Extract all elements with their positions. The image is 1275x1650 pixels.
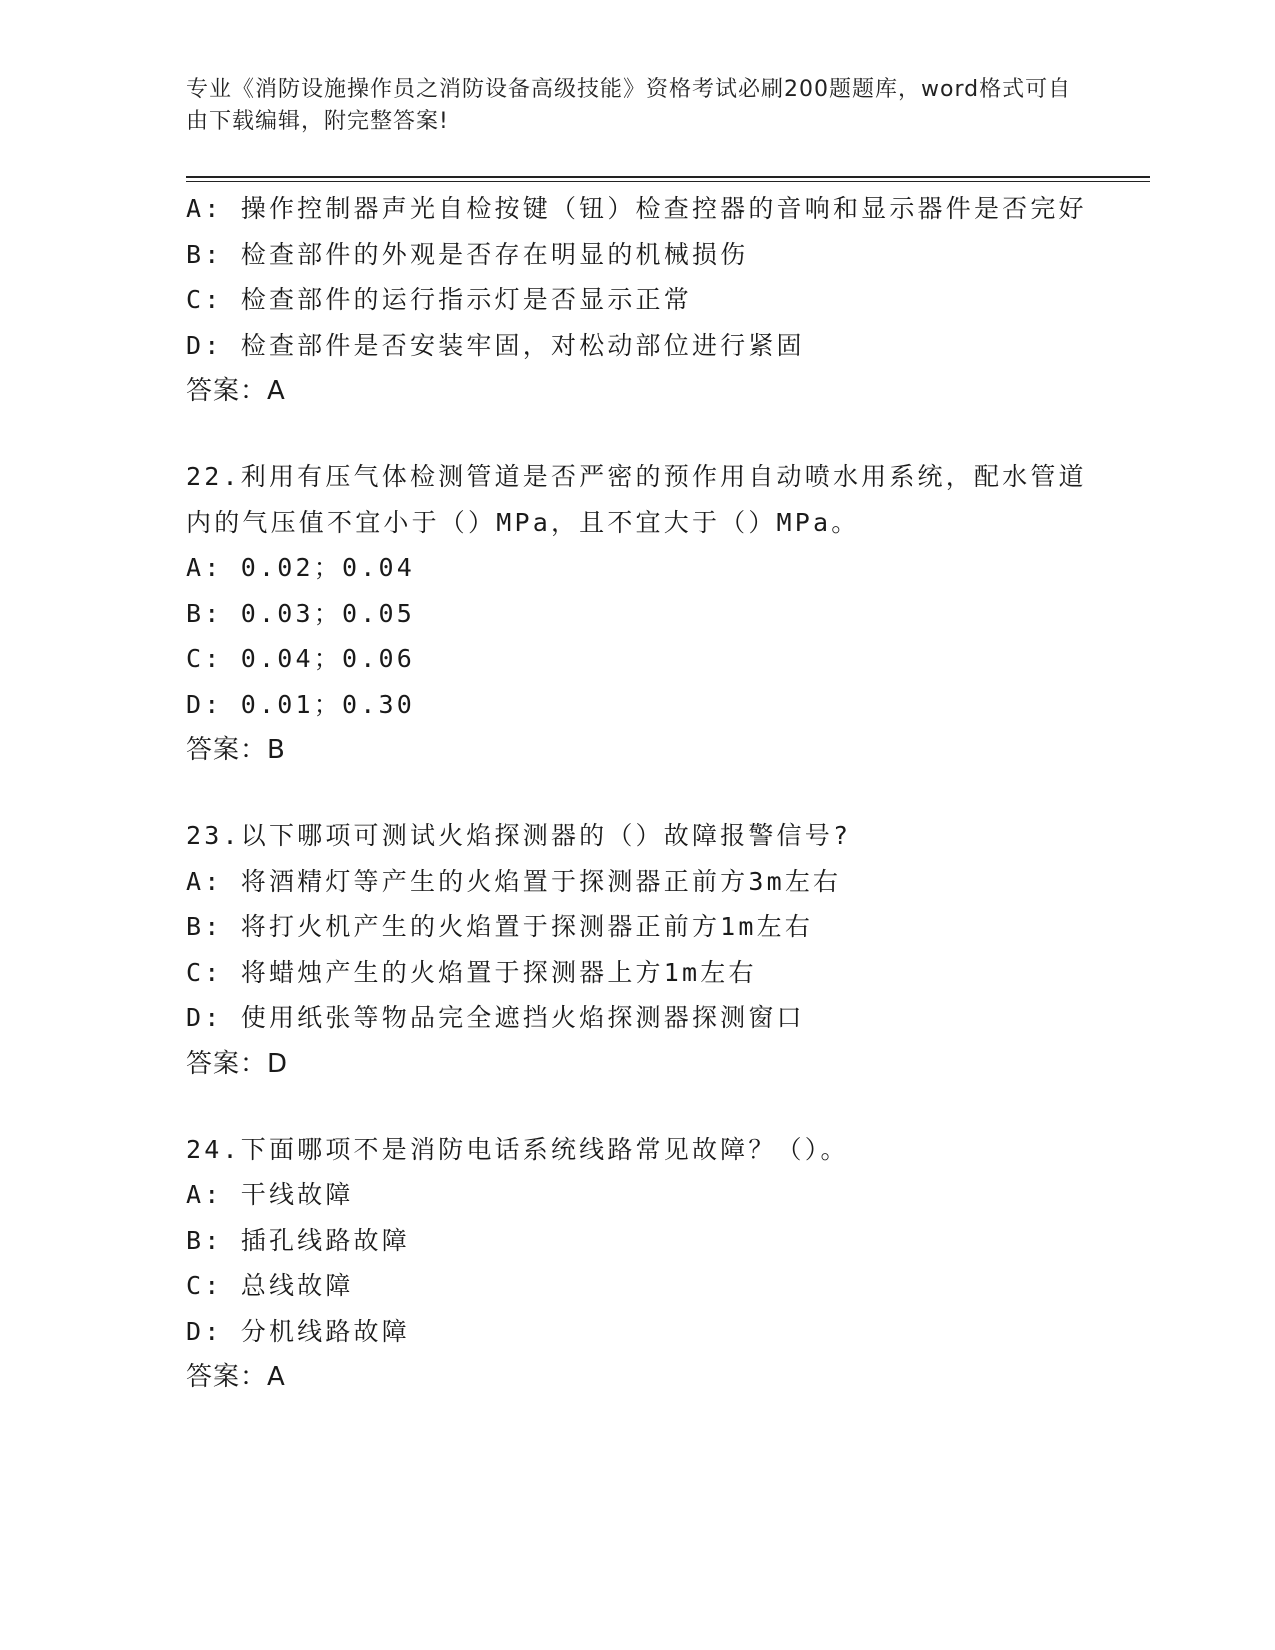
question-list [186,186,1096,1400]
option-a: A: 0.02；0.04 [186,553,415,582]
option-a: A: 操作控制器声光自检按键（钮）检查控器的音响和显示器件是否完好 [186,194,1087,223]
answer-text: 答案：D [186,1048,289,1079]
option-c: C: 总线故障 [186,1271,354,1300]
question-text: 22.利用有压气体检测管道是否严密的预作用自动喷水用系统，配水管道内的气压值不宜小于（）MPa，且不宜大于（）MPa。 [186,462,1087,537]
answer-text: 答案：A [186,1362,286,1392]
option-d: D: 检查部件是否安装牢固，对松动部位进行紧固 [186,330,805,360]
question-text: 24.下面哪项不是消防电话系统线路常见故障？（）。 [186,1134,849,1164]
option-b: B: 0.03；0.05 [186,598,415,628]
option-a: A: 干线故障 [186,1180,354,1209]
question-text: 23.以下哪项可测试火焰探测器的（）故障报警信号? [186,821,852,850]
option-b: B: 将打火机产生的火焰置于探测器正前方1m左右 [186,912,814,941]
answer-text: 答案：B [186,735,286,765]
question-block-23 [186,813,1096,1087]
option-d: D: 分机线路故障 [186,1316,410,1346]
option-c: C: 检查部件的运行指示灯是否显示正常 [186,285,692,314]
question-block-24 [186,1127,1096,1401]
header-divider [186,176,1150,182]
option-d: D: 使用纸张等物品完全遮挡火焰探测器探测窗口 [186,1003,805,1032]
option-c: C: 0.04；0.06 [186,644,415,673]
option-b: B: 检查部件的外观是否存在明显的机械损伤 [186,239,749,269]
question-block-22 [186,454,1096,773]
answer-text: 答案：A [186,376,286,406]
option-d: D: 0.01；0.30 [186,689,415,719]
option-c: C: 将蜡烛产生的火焰置于探测器上方1m左右 [186,957,757,987]
option-a: A: 将酒精灯等产生的火焰置于探测器正前方3m左右 [186,866,842,896]
option-b: B: 插孔线路故障 [186,1225,410,1255]
question-block-21 [186,186,1096,414]
page-header: 专业《消防设施操作员之消防设备高级技能》资格考试必刷200题题库，word格式可自由下载编辑，附完整答案! [186,77,1072,134]
